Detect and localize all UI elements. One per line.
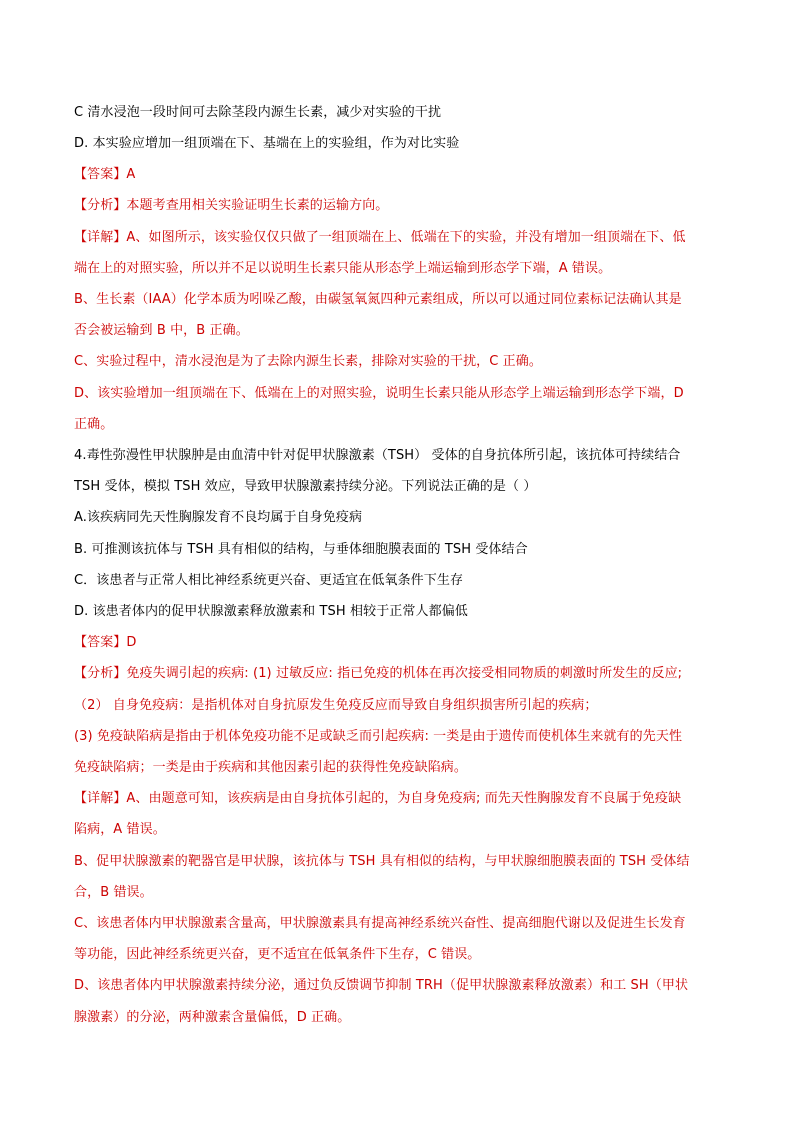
question-4-stem-2: TSH 受体，模拟 TSH 效应，导致甲状腺激素持续分泌。下列说法正确的是（ ） — [74, 479, 537, 494]
detail-line-q4-c2: 等功能，因此神经系统更兴奋，更不适宜在低氧条件下生存，C 错误。 — [74, 947, 481, 962]
analysis-text: 本题考查用相关实验证明生长素的运输方向。 — [126, 198, 389, 213]
detail-line-q4-d2: 腺激素）的分泌，两种激素含量偏低，D 正确。 — [74, 1010, 351, 1025]
detail-text: A、如图所示，该实验仅仅只做了一组顶端在上、低端在下的实验，并没有增加一组顶端在下、低 — [126, 230, 686, 245]
detail-text: A、由题意可知，该疾病是由自身抗体引起的，为自身免疫病; 而先天性胸腺发育不良属于免疫缺 — [126, 791, 682, 806]
detail-line-q4-d1: D、该患者体内甲状腺激素持续分泌，通过负反馈调节抑制 TRH（促甲状腺激素释放激素）和工 SH（甲状 — [74, 978, 689, 993]
option-c-line: C 清水浸泡一段时间可去除茎段内源生长素，减少对实验的干扰 — [74, 105, 442, 120]
detail-line-q3-c: C、实验过程中，清水浸泡是为了去除内源生长素，排除对实验的干扰，C 正确。 — [74, 354, 542, 369]
analysis-line-q4-3: (3) 免疫缺陷病是指由于机体免疫功能不足或缺乏而引起疾病: 一类是由于遗传而使机体生来就有的先天性 — [74, 729, 683, 744]
analysis-line-q4-1 — [74, 665, 724, 683]
analysis-line-q3 — [74, 197, 724, 215]
question-4-option-c: C．该患者与正常人相比神经系统更兴奋、更适宜在低氧条件下生存 — [74, 573, 464, 588]
analysis-tag: 【分析】 — [74, 198, 127, 213]
analysis-tag: 【分析】 — [74, 666, 127, 681]
question-4-option-b: B. 可推测该抗体与 TSH 具有相似的结构，与垂体细胞膜表面的 TSH 受体结合 — [74, 542, 528, 557]
detail-tag: 【详解】 — [74, 230, 127, 245]
question-4-stem-1: 4.毒性弥漫性甲状腺肿是由血清中针对促甲状腺激素（TSH） 受体的自身抗体所引起，该抗体可持续结合 — [74, 448, 681, 463]
detail-line-q4-b2: 合，B 错误。 — [74, 885, 153, 900]
option-d-line: D. 本实验应增加一组顶端在下、基端在上的实验组，作为对比实验 — [74, 136, 460, 151]
detail-line-q4-b1: B、促甲状腺激素的靶器官是甲状腺，该抗体与 TSH 具有相似的结构，与甲状腺细胞膜表面的 TSH 受体结 — [74, 854, 690, 869]
detail-line-q4-a2: 陷病，A 错误。 — [74, 822, 166, 837]
analysis-line-q4-4: 免疫缺陷病；一类是由于疾病和其他因素引起的获得性免疫缺陷病。 — [74, 760, 468, 775]
detail-line-q4-a1 — [74, 790, 724, 808]
answer-line-q3: 【答案】A — [74, 167, 136, 182]
answer-line-q4: 【答案】D — [74, 635, 137, 650]
question-4-option-a: A.该疾病同先天性胸腺发育不良均属于自身免疫病 — [74, 510, 363, 525]
analysis-text: 免疫失调引起的疾病: (1) 过敏反应: 指已免疫的机体在再次接受相同物质的刺激时所发生的反应; — [126, 666, 683, 681]
detail-line-q3-d1: D、该实验增加一组顶端在下、低端在上的对照实验，说明生长素只能从形态学上端运输到形态学下端，D — [74, 386, 684, 401]
detail-line-q4-c1: C、该患者体内甲状腺激素含量高，甲状腺激素具有提高神经系统兴奋性、提高细胞代谢以及促进生长发育 — [74, 916, 686, 931]
detail-line-q3-b2: 否会被运输到 B 中，B 正确。 — [74, 323, 249, 338]
question-4-option-d: D. 该患者体内的促甲状腺激素释放激素和 TSH 相较于正常人都偏低 — [74, 604, 468, 619]
detail-line-q3-d2: 正确。 — [74, 417, 114, 432]
detail-line-q3-b1: B、生长素（IAA）化学本质为吲哚乙酸，由碳氢氧氮四种元素组成，所以可以通过同位素标记法确认其是 — [74, 292, 682, 307]
detail-line-q3-a2: 端在上的对照实验，所以并不足以说明生长素只能从形态学上端运输到形态学下端，A 错误。 — [74, 261, 612, 276]
detail-tag: 【详解】 — [74, 791, 127, 806]
analysis-line-q4-2: （2） 自身免疫病：是指机体对自身抗原发生免疫反应而导致自身组织损害所引起的疾病； — [74, 698, 598, 713]
detail-line-q3-a1 — [74, 229, 724, 247]
